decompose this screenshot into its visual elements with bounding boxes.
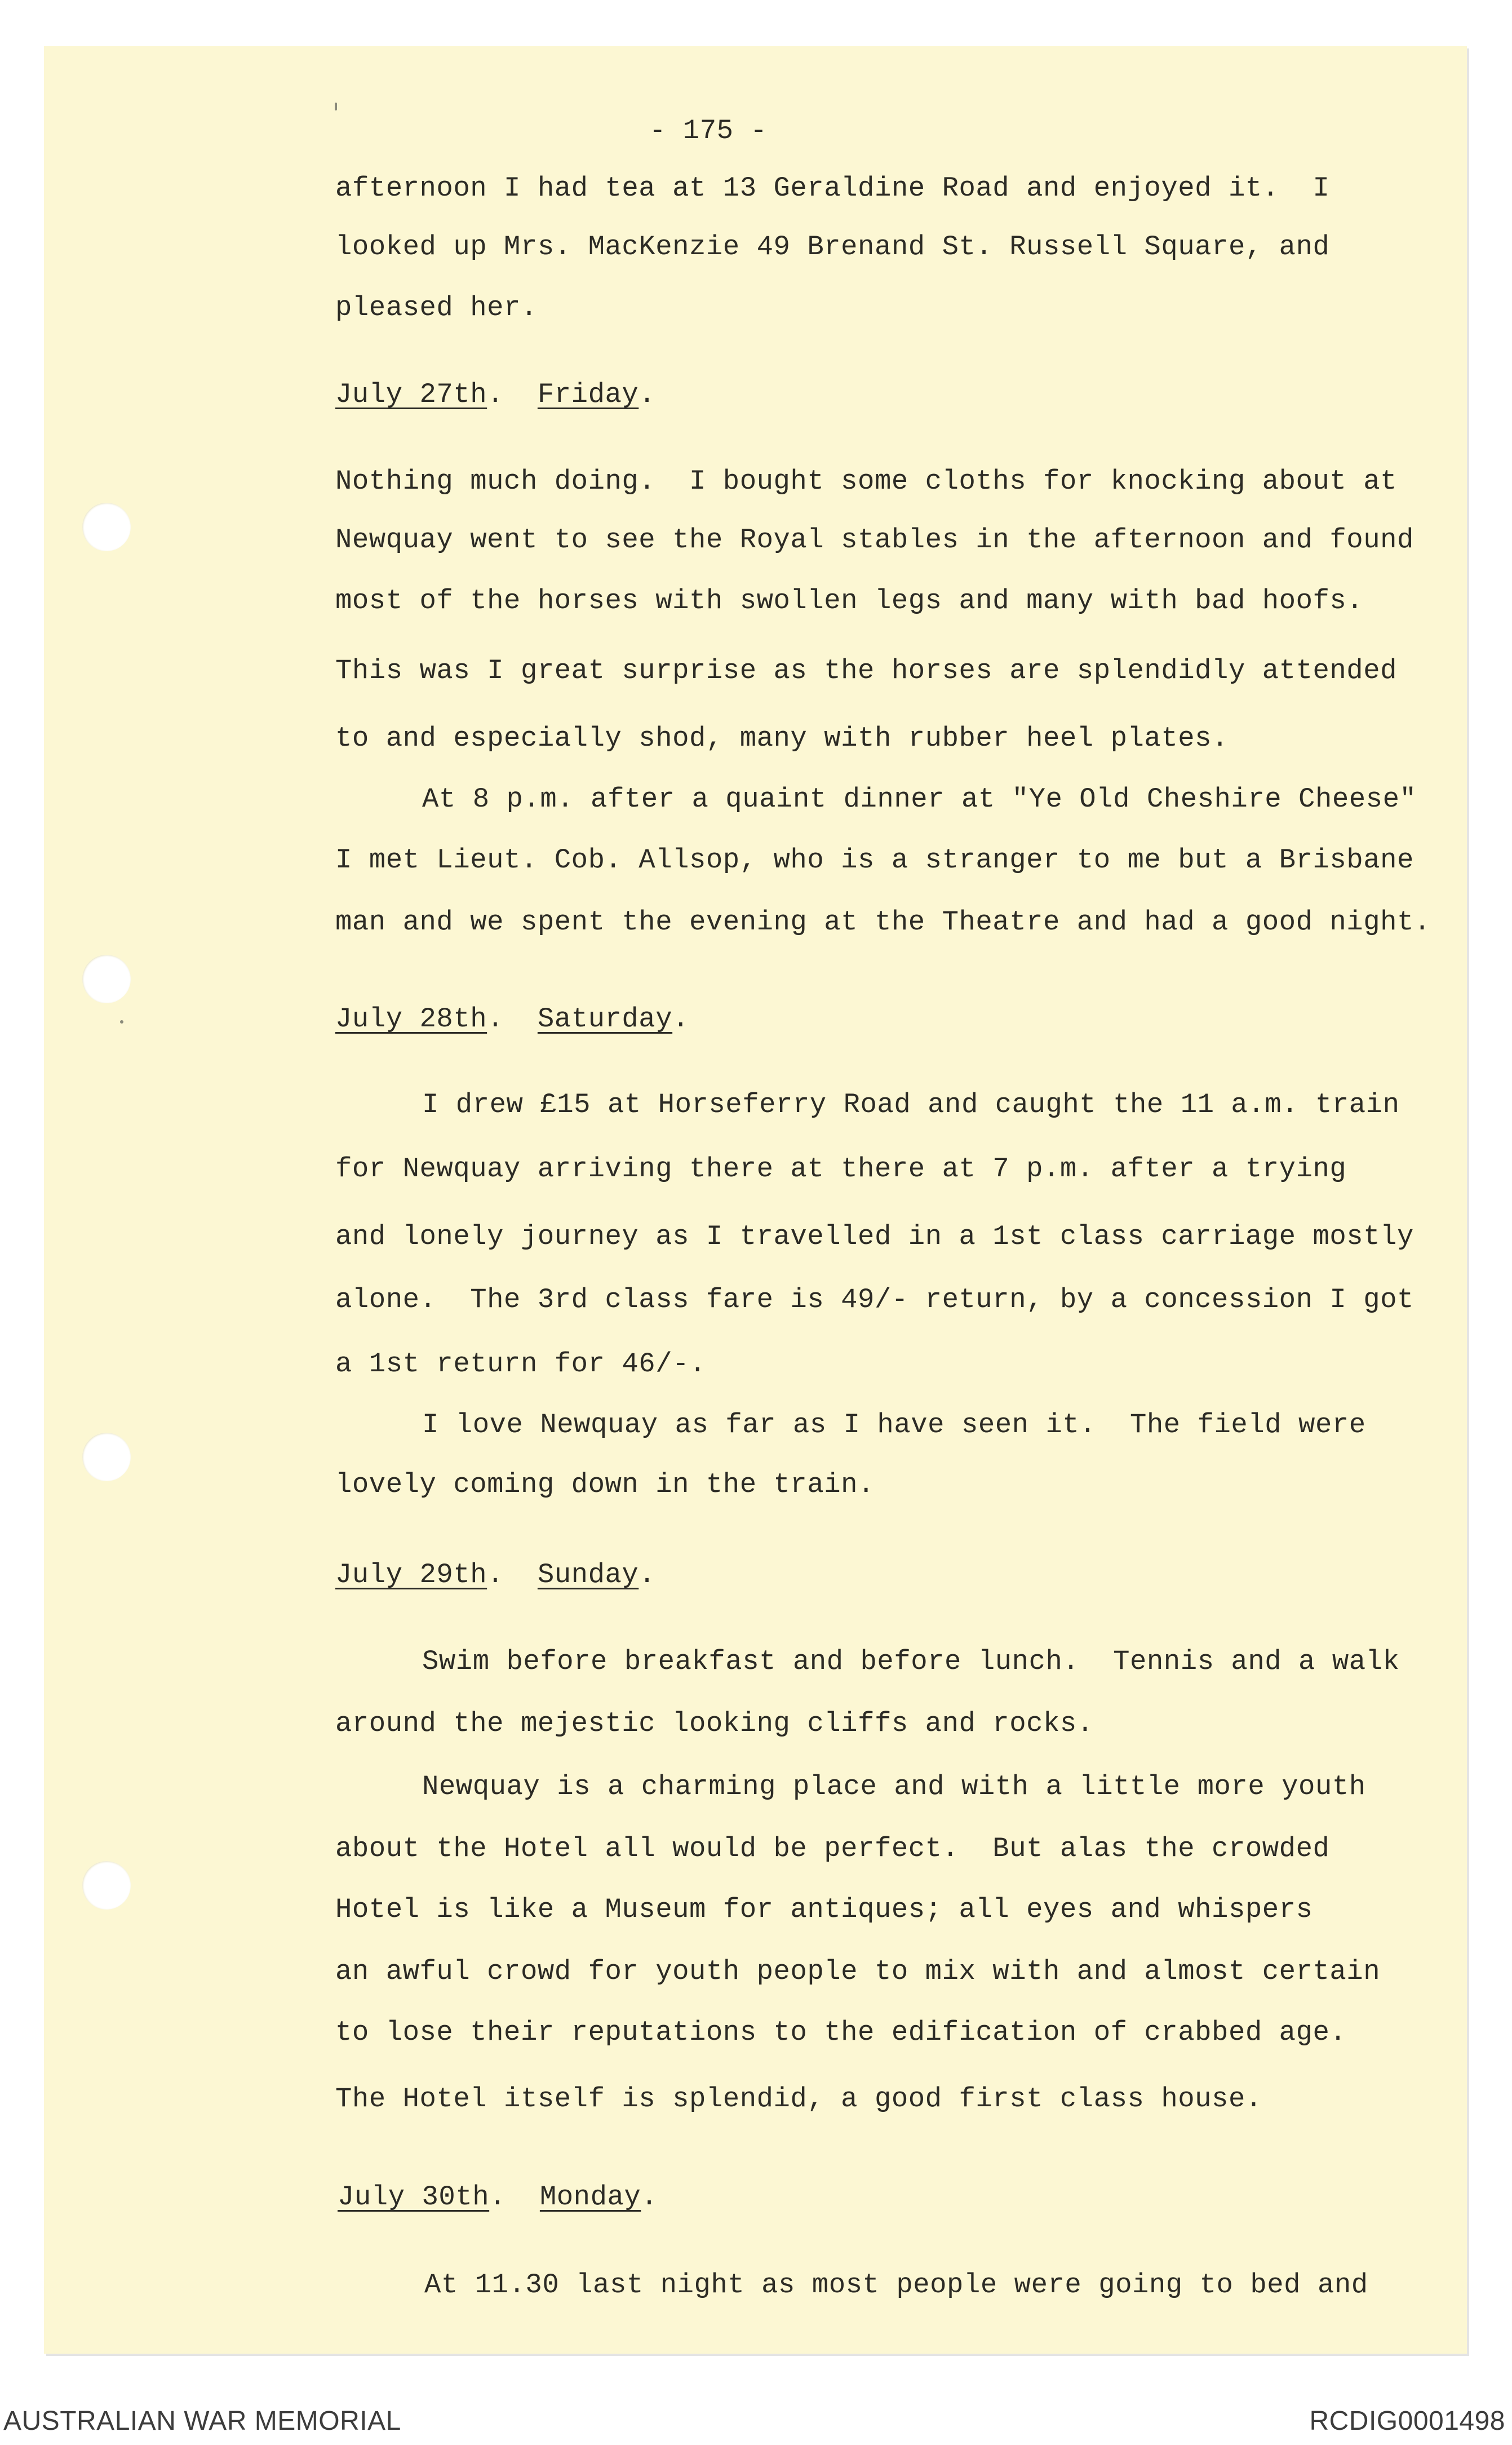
text-line: I love Newquay as far as I have seen it. The field were bbox=[422, 1409, 1366, 1441]
entry-heading-july-29: July 29th. Sunday. bbox=[335, 1559, 656, 1591]
text-line: Newquay went to see the Royal stables in the afternoon and found bbox=[335, 524, 1414, 556]
entry-day: Friday bbox=[537, 379, 639, 410]
punch-hole bbox=[82, 955, 131, 1003]
text-line: I met Lieut. Cob. Allsop, who is a stranger to me but a Brisbane bbox=[335, 844, 1414, 876]
text-line: Nothing much doing. I bought some cloths for knocking about at bbox=[335, 466, 1398, 497]
text-line: At 8 p.m. after a quaint dinner at "Ye Old Cheshire Cheese" bbox=[422, 783, 1417, 815]
entry-heading-july-27: July 27th. Friday. bbox=[335, 379, 656, 410]
text-line: pleased her. bbox=[335, 292, 538, 324]
text-line: Newquay is a charming place and with a little more youth bbox=[422, 1771, 1366, 1802]
ink-mark bbox=[120, 1020, 123, 1024]
text-line: around the mejestic looking cliffs and rocks. bbox=[335, 1708, 1094, 1739]
text-line: Swim before breakfast and before lunch. Tennis and a walk bbox=[422, 1646, 1400, 1677]
text-line: The Hotel itself is splendid, a good first class house. bbox=[335, 2083, 1262, 2115]
entry-heading-july-28: July 28th. Saturday. bbox=[335, 1003, 690, 1035]
text-line: most of the horses with swollen legs and many with bad hoofs. bbox=[335, 585, 1364, 617]
text-line: man and we spent the evening at the Theatre and had a good night. bbox=[335, 906, 1431, 938]
text-line: a 1st return for 46/-. bbox=[335, 1348, 706, 1380]
entry-day: Saturday bbox=[537, 1003, 673, 1035]
text-line: for Newquay arriving there at there at 7 p.m. after a trying bbox=[335, 1153, 1347, 1185]
text-line: afternoon I had tea at 13 Geraldine Road and enjoyed it. I bbox=[335, 172, 1330, 204]
entry-date: July 29th bbox=[335, 1559, 487, 1591]
punch-hole bbox=[82, 1861, 131, 1910]
text-line: This was I great surprise as the horses are splendidly attended bbox=[335, 655, 1398, 686]
text-line: about the Hotel all would be perfect. But alas the crowded bbox=[335, 1833, 1330, 1864]
text-line: an awful crowd for youth people to mix with and almost certain bbox=[335, 1956, 1381, 1987]
punch-hole bbox=[82, 1433, 131, 1481]
entry-date: July 30th bbox=[338, 2181, 490, 2213]
text-line: alone. The 3rd class fare is 49/- return, by a concession I got bbox=[335, 1284, 1414, 1315]
punch-hole bbox=[82, 503, 131, 551]
footer-item-id: RCDIG0001498 bbox=[1309, 2406, 1505, 2436]
text-line: Hotel is like a Museum for antiques; all eyes and whispers bbox=[335, 1894, 1313, 1925]
text-line: to lose their reputations to the edification of crabbed age. bbox=[335, 2017, 1347, 2048]
footer-archive-name: AUSTRALIAN WAR MEMORIAL bbox=[3, 2406, 401, 2436]
diary-page bbox=[44, 46, 1467, 2354]
entry-date: July 27th bbox=[335, 379, 487, 410]
text-line: lovely coming down in the train. bbox=[335, 1469, 875, 1500]
entry-day: Monday bbox=[539, 2181, 641, 2213]
text-line: to and especially shod, many with rubber heel plates. bbox=[335, 723, 1229, 754]
entry-date: July 28th bbox=[335, 1003, 487, 1035]
page-number: - 175 - bbox=[649, 115, 768, 147]
entry-heading-july-30: July 30th. Monday. bbox=[338, 2181, 658, 2213]
text-line: At 11.30 last night as most people were going to bed and bbox=[424, 2269, 1368, 2301]
entry-day: Sunday bbox=[537, 1559, 639, 1591]
text-line: looked up Mrs. MacKenzie 49 Brenand St. Russell Square, and bbox=[335, 231, 1330, 263]
text-line: and lonely journey as I travelled in a 1st class carriage mostly bbox=[335, 1221, 1414, 1252]
ink-mark bbox=[335, 103, 337, 110]
text-line: I drew £15 at Horseferry Road and caught the 11 a.m. train bbox=[422, 1089, 1400, 1120]
